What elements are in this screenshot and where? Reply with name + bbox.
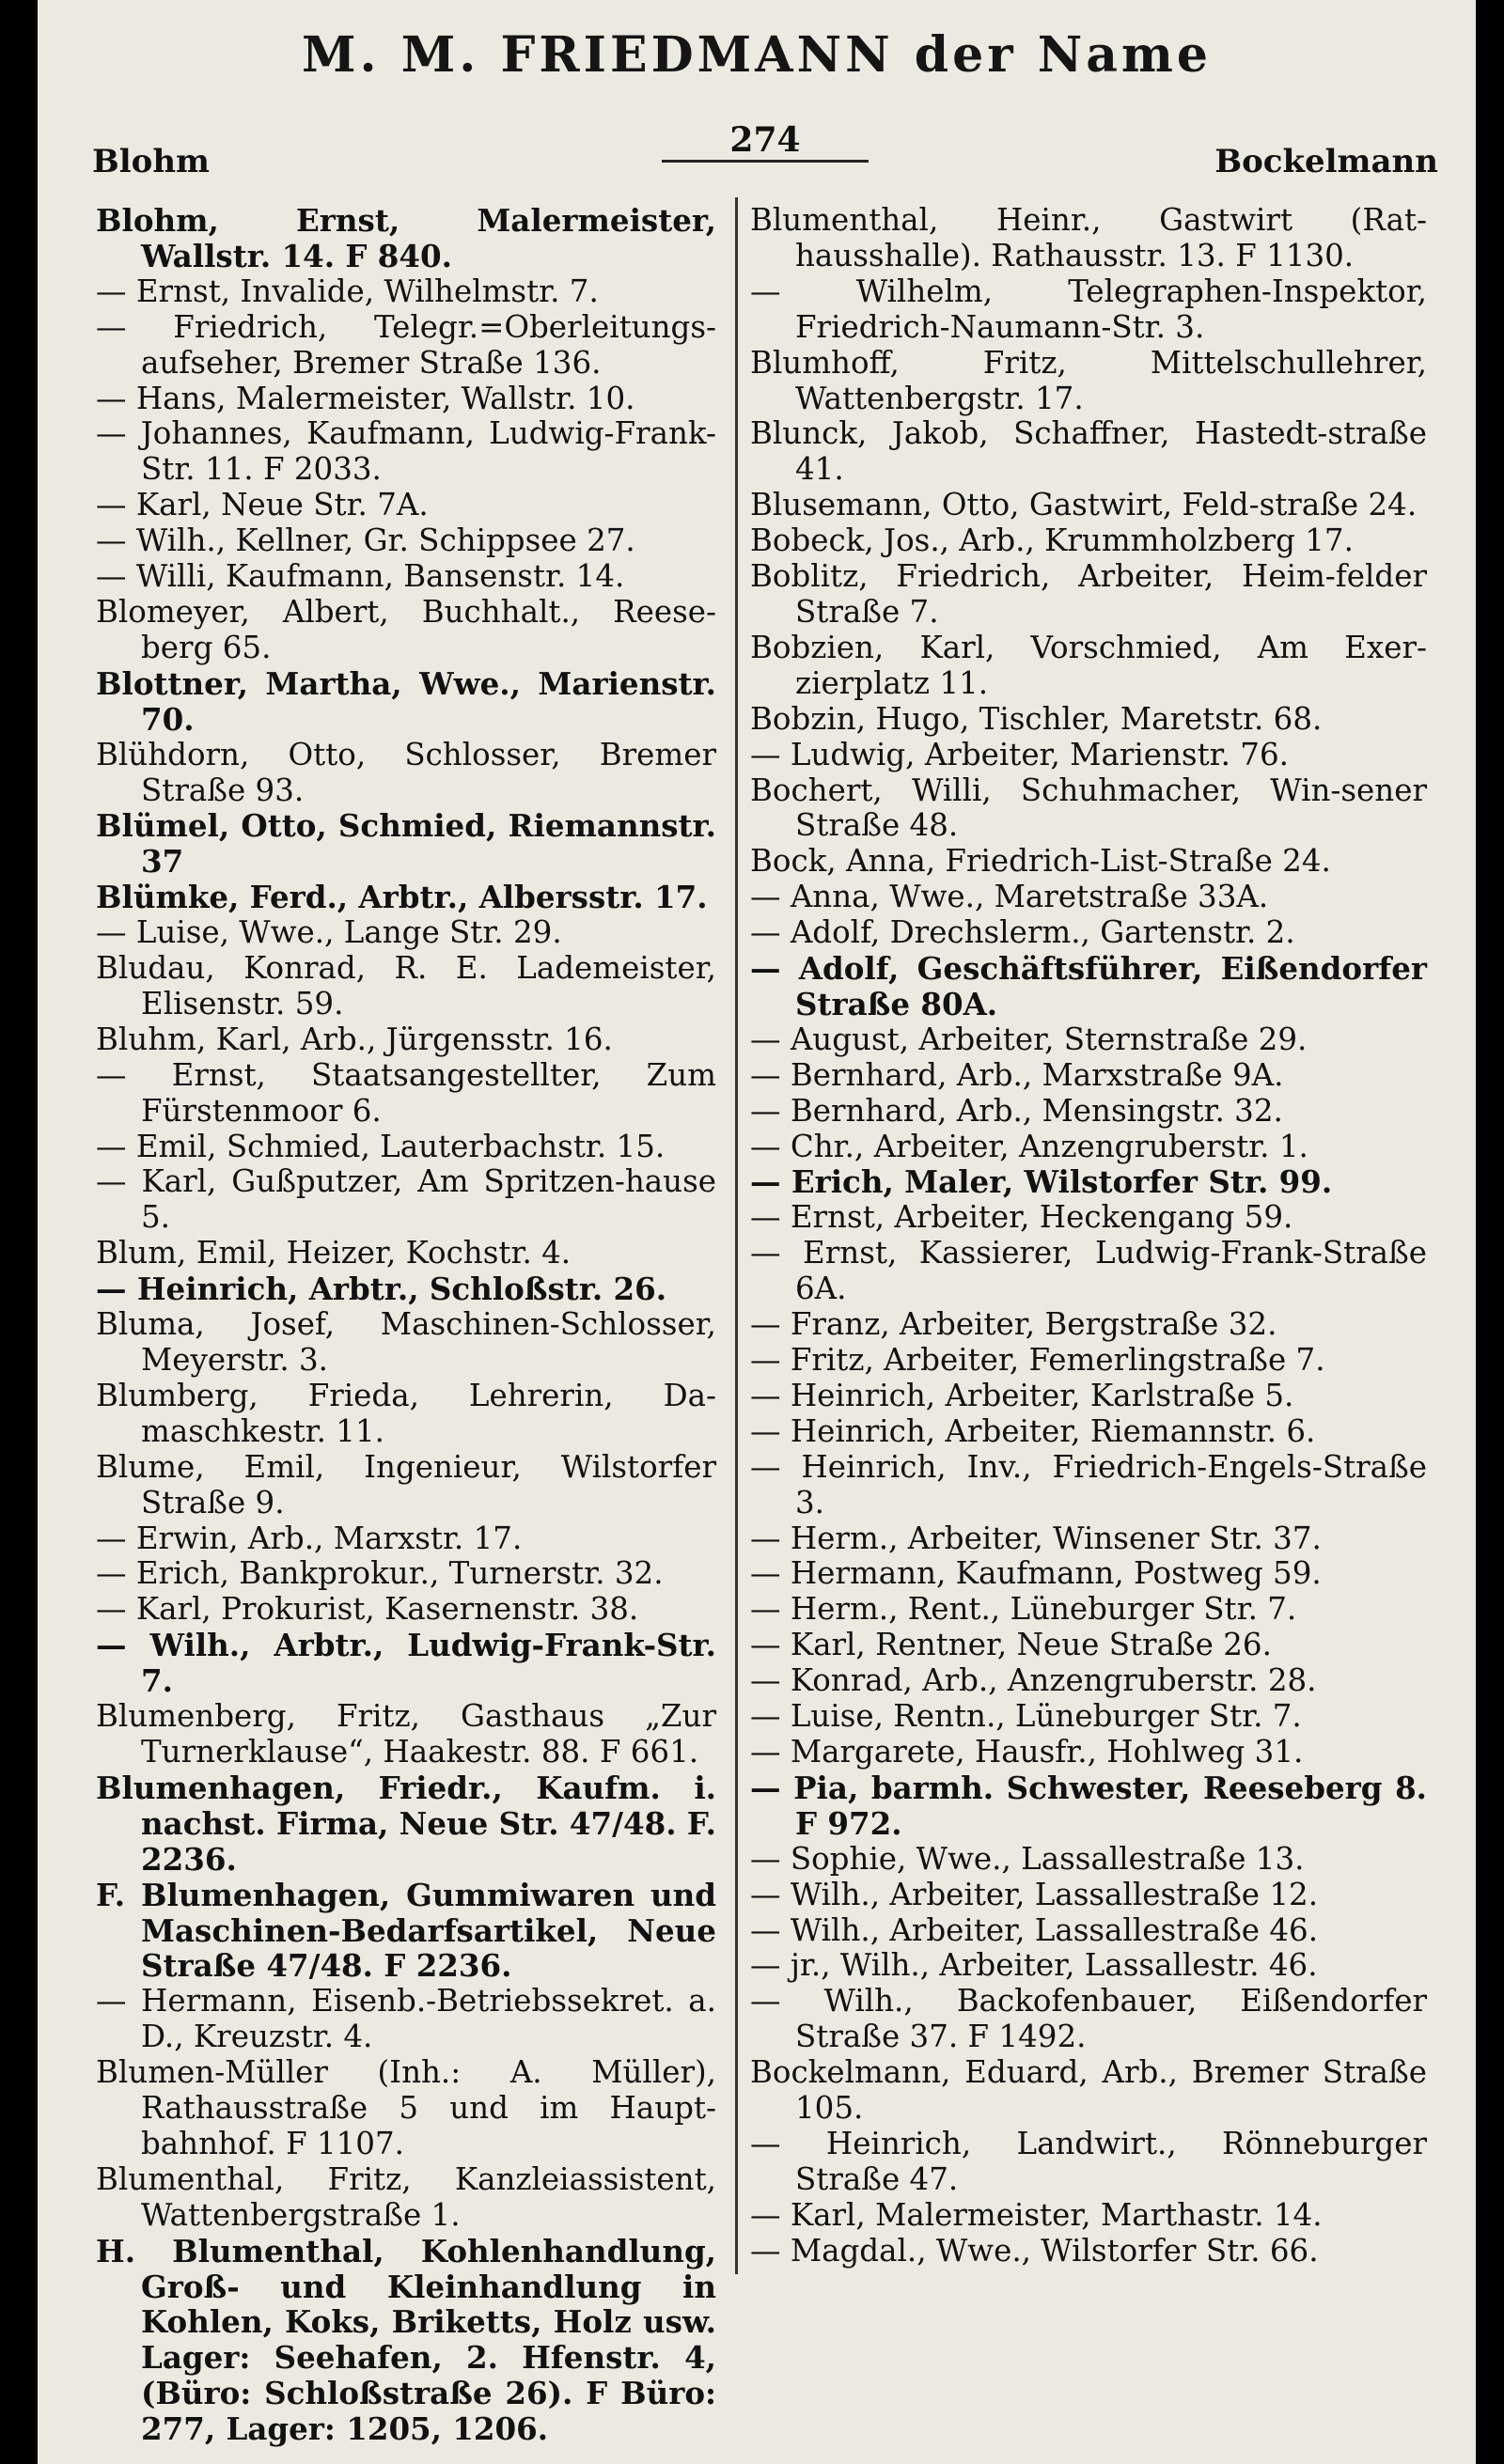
directory-page [38,0,1476,2464]
directory-entry: — Anna, Wwe., Maretstraße 33A. [750,879,1269,915]
directory-entry: Blume, Emil, Ingenieur, Wilstorfer Straße 9. [96,1448,716,1521]
directory-entry: Bobzin, Hugo, Tischler, Maretstr. 68. [750,700,1323,737]
directory-entry: — Herm., Arbeiter, Winsener Str. 37. [750,1520,1322,1556]
directory-entry: Blusemann, Otto, Gastwirt, Feld-straße 24. [750,487,1418,523]
directory-entry: — Karl, Malermeister, Marthastr. 14. [750,2196,1323,2233]
directory-entry: Bobzien, Karl, Vorschmied, Am Exer-zierplatz 11. [750,629,1427,701]
page-number: 274 [662,120,869,163]
directory-entry: — Chr., Arbeiter, Anzengruberstr. 1. [750,1128,1308,1164]
directory-entry: Blumenberg, Fritz, Gasthaus „Zur Turnerklause“, Haakestr. 88. F 661. [96,1698,716,1770]
right-column [750,203,1427,2269]
directory-entry: — jr., Wilh., Arbeiter, Lassallestr. 46. [750,1947,1318,1984]
directory-entry: — Luise, Wwe., Lange Str. 29. [96,914,562,951]
directory-entry: Bobeck, Jos., Arb., Krummholzberg 17. [750,522,1354,559]
directory-entry: — Emil, Schmied, Lauterbachstr. 15. [96,1128,666,1164]
directory-entry: — August, Arbeiter, Sternstraße 29. [750,1021,1308,1057]
directory-entry: Blum, Emil, Heizer, Kochstr. 4. [96,1235,572,1271]
left-running-head: Blohm [92,143,211,180]
directory-entry: Bluhm, Karl, Arb., Jürgensstr. 16. [96,1021,613,1057]
directory-entry: — Wilh., Kellner, Gr. Schippsee 27. [96,522,635,559]
directory-entry: — Ludwig, Arbeiter, Marienstr. 76. [750,736,1289,772]
left-column [96,203,716,2447]
directory-entry: — Willi, Kaufmann, Bansenstr. 14. [96,558,625,595]
directory-entry: H. Blumenthal, Kohlenhandlung, Groß- und Kleinhandlung in Kohlen, Koks, Briketts, Holz usw. Lager: Seehafen, 2. Hfenstr. 4, (Büro: Schloßstraße 26). F Büro: 277, Lager: 1205, 1206. [96,2232,716,2448]
directory-entry: Blümke, Ferd., Arbtr., Albersstr. 17. [96,879,708,916]
directory-entry: F. Blumenhagen, Gummiwaren und Maschinen-Bedarfsartikel, Neue Straße 47/48. F 2236. [96,1876,716,1985]
directory-entry: Blohm, Ernst, Malermeister, Wallstr. 14. F 840. [96,202,716,274]
directory-entry: — Magdal., Wwe., Wilstorfer Str. 66. [750,2232,1319,2269]
directory-entry: Blunck, Jakob, Schaffner, Hastedt-straße 41. [750,415,1427,488]
directory-entry: — Bernhard, Arb., Marxstraße 9A. [750,1056,1284,1093]
right-running-head: Bockelmann [1214,143,1438,180]
running-head [92,115,1438,180]
directory-entry: Bockelmann, Eduard, Arb., Bremer Straße 105. [750,2054,1427,2127]
directory-entry: — Wilh., Arbeiter, Lassallestraße 12. [750,1876,1319,1912]
directory-entry: Bochert, Willi, Schuhmacher, Win-sener Straße 48. [750,772,1427,844]
directory-entry: — Karl, Gußputzer, Am Spritzen-hause 5. [96,1163,716,1236]
directory-entry: — Heinrich, Arbeiter, Riemannstr. 6. [750,1412,1316,1449]
directory-entry: — Herm., Rent., Lüneburger Str. 7. [750,1591,1297,1628]
directory-entry: — Pia, barmh. Schwester, Reeseberg 8. F 972. [750,1769,1427,1842]
directory-entry: Blumenthal, Heinr., Gastwirt (Rat-hausshalle). Rathausstr. 13. F 1130. [750,202,1427,273]
directory-entry: — Margarete, Hausfr., Hohlweg 31. [750,1733,1304,1770]
directory-entry: Blumen-Müller (Inh.: A. Müller), Rathausstraße 5 und im Haupt-bahnhof. F 1107. [96,2054,716,2161]
directory-entry: — Hermann, Kaufmann, Postweg 59. [750,1555,1322,1592]
directory-entry: Blottner, Martha, Wwe., Marienstr. 70. [96,664,716,738]
directory-entry: — Karl, Rentner, Neue Straße 26. [750,1627,1272,1663]
directory-entry: — Heinrich, Arbeiter, Karlstraße 5. [750,1377,1294,1413]
directory-entry: — Ernst, Kassierer, Ludwig-Frank-Straße 6A. [750,1235,1427,1307]
directory-entry: — Heinrich, Landwirt., Rönneburger Straße 47. [750,2125,1427,2197]
directory-entry: Blumenthal, Fritz, Kanzleiassistent, Wattenbergstraße 1. [96,2160,716,2233]
directory-entry: — Konrad, Arb., Anzengruberstr. 28. [750,1662,1317,1699]
directory-entry: — Wilh., Arbtr., Ludwig-Frank-Str. 7. [96,1627,716,1700]
directory-entry: — Heinrich, Arbtr., Schloßstr. 26. [96,1271,667,1308]
directory-entry: — Adolf, Drechslerm., Gartenstr. 2. [750,914,1295,951]
directory-entry: — Erich, Bankprokur., Turnerstr. 32. [96,1555,664,1592]
directory-entry: Boblitz, Friedrich, Arbeiter, Heim-felder Straße 7. [750,558,1427,630]
directory-entry: Blühdorn, Otto, Schlosser, Bremer Straße 93. [96,736,716,808]
directory-entry: — Hans, Malermeister, Wallstr. 10. [96,380,635,416]
directory-entry: Blümel, Otto, Schmied, Riemannstr. 37 [96,807,716,881]
directory-entry: Bluma, Josef, Maschinen-Schlosser, Meyerstr. 3. [96,1306,716,1378]
directory-entry: — Wilh., Backofenbauer, Eißendorfer Straße 37. F 1492. [750,1983,1427,2055]
directory-entry: Bock, Anna, Friedrich-List-Straße 24. [750,843,1331,880]
directory-entry: — Luise, Rentn., Lüneburger Str. 7. [750,1698,1302,1735]
page-banner: M. M. FRIEDMANN der Name [301,26,1213,84]
directory-entry: — Erwin, Arb., Marxstr. 17. [96,1520,523,1556]
directory-entry: — Friedrich, Telegr.=Oberleitungs-aufseher, Bremer Straße 136. [96,308,716,381]
directory-entry: Bludau, Konrad, R. E. Lademeister, Elisenstr. 59. [96,950,716,1021]
directory-entry: — Wilh., Arbeiter, Lassallestraße 46. [750,1911,1319,1948]
directory-entry: — Karl, Prokurist, Kasernenstr. 38. [96,1591,639,1628]
directory-entry: — Heinrich, Inv., Friedrich-Engels-Straße 3. [750,1448,1427,1521]
directory-entry: — Johannes, Kaufmann, Ludwig-Frank-Str. 11. F 2033. [96,415,716,488]
directory-entry: — Fritz, Arbeiter, Femerlingstraße 7. [750,1342,1325,1378]
column-divider [735,197,738,2274]
directory-entry: Blomeyer, Albert, Buchhalt., Reese-berg 65. [96,593,716,665]
directory-entry: Blumberg, Frieda, Lehrerin, Da-maschkestr. 11. [96,1377,716,1449]
directory-entry: — Ernst, Arbeiter, Heckengang 59. [750,1199,1293,1236]
directory-entry: — Karl, Neue Str. 7A. [96,487,429,523]
directory-entry: — Wilhelm, Telegraphen-Inspektor, Friedrich-Naumann-Str. 3. [750,273,1427,345]
directory-entry: — Sophie, Wwe., Lassallestraße 13. [750,1840,1305,1877]
directory-entry: — Franz, Arbeiter, Bergstraße 32. [750,1306,1277,1343]
directory-entry: — Ernst, Staatsangestellter, Zum Fürstenmoor 6. [96,1056,716,1129]
directory-entry: — Erich, Maler, Wilstorfer Str. 99. [750,1163,1333,1201]
directory-entry: Blumenhagen, Friedr., Kaufm. i. nachst. Firma, Neue Str. 47/48. F. 2236. [96,1769,716,1878]
directory-entry: — Hermann, Eisenb.-Betriebssekret. a. D., Kreuzstr. 4. [96,1983,716,2055]
directory-entry: — Bernhard, Arb., Mensingstr. 32. [750,1092,1283,1129]
directory-entry: — Ernst, Invalide, Wilhelmstr. 7. [96,273,599,309]
directory-entry: — Adolf, Geschäftsführer, Eißendorfer Straße 80A. [750,950,1427,1022]
directory-entry: Blumhoff, Fritz, Mittelschullehrer, Wattenbergstr. 17. [750,344,1427,416]
